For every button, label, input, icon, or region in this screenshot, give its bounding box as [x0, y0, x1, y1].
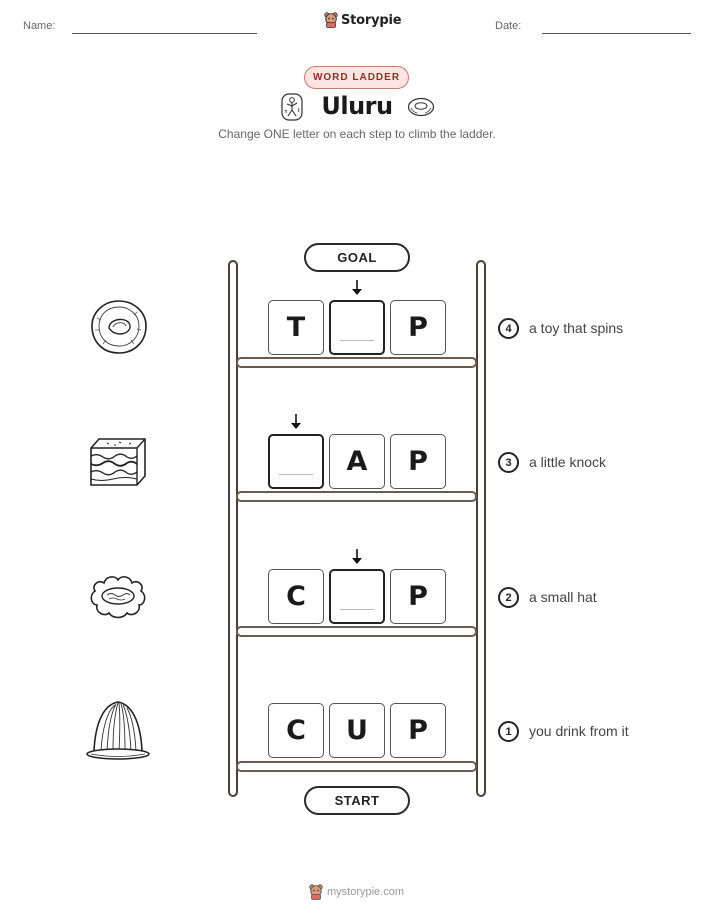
brand-logo: [324, 12, 401, 28]
page-title: Uluru: [321, 92, 393, 120]
ladder-rail-right: [476, 260, 486, 797]
start-label: START: [304, 786, 410, 815]
ladder-rung: [236, 626, 477, 637]
spinning-top-icon: [89, 298, 149, 356]
clue-text: a toy that spins: [529, 320, 624, 336]
goal-label: GOAL: [304, 243, 410, 272]
letter-tile: A: [329, 434, 385, 489]
name-label: Name:: [23, 20, 56, 32]
ladder-rung: [236, 491, 477, 502]
brand-name: Storypie: [341, 12, 402, 28]
step-number: 2: [498, 587, 519, 608]
letter-tile: P: [390, 569, 446, 624]
instructions: Change ONE letter on each step to climb the ladder.: [218, 127, 496, 141]
letter-tile: P: [390, 434, 446, 489]
ladder-rail-left: [228, 260, 238, 797]
letter-tile: T: [268, 300, 324, 355]
letter-blank[interactable]: [268, 434, 324, 489]
donut-ring-icon: [407, 96, 435, 118]
step-number: 3: [498, 452, 519, 473]
footer: [309, 884, 404, 900]
letter-tile: C: [268, 569, 324, 624]
ladder-rung: [236, 357, 477, 368]
letter-tile: C: [268, 703, 324, 758]
arrow-down-icon: [351, 549, 363, 565]
arrow-down-icon: [351, 280, 363, 296]
clue-text: a small hat: [529, 589, 597, 605]
name-line[interactable]: [72, 33, 257, 34]
arrow-down-icon: [290, 414, 302, 430]
step-number: 1: [498, 721, 519, 742]
bear-icon: [309, 884, 323, 900]
clue-text: a little knock: [529, 454, 607, 470]
date-label: Date:: [495, 20, 522, 32]
letter-blank[interactable]: [329, 300, 385, 355]
footer-url[interactable]: mystorypie.com: [327, 886, 405, 898]
bear-icon: [324, 12, 338, 28]
date-line[interactable]: [542, 33, 691, 34]
letter-tile: P: [390, 703, 446, 758]
bowl-icon: [87, 573, 149, 621]
layer-cake-icon: [87, 436, 149, 488]
jelly-mold-icon: [85, 699, 151, 761]
clue-text: you drink from it: [529, 723, 629, 739]
ladder-rung: [236, 761, 477, 772]
activity-badge: WORD LADDER: [304, 66, 409, 89]
step-number: 4: [498, 318, 519, 339]
letter-blank[interactable]: [329, 569, 385, 624]
letter-tile: U: [329, 703, 385, 758]
letter-tile: P: [390, 300, 446, 355]
